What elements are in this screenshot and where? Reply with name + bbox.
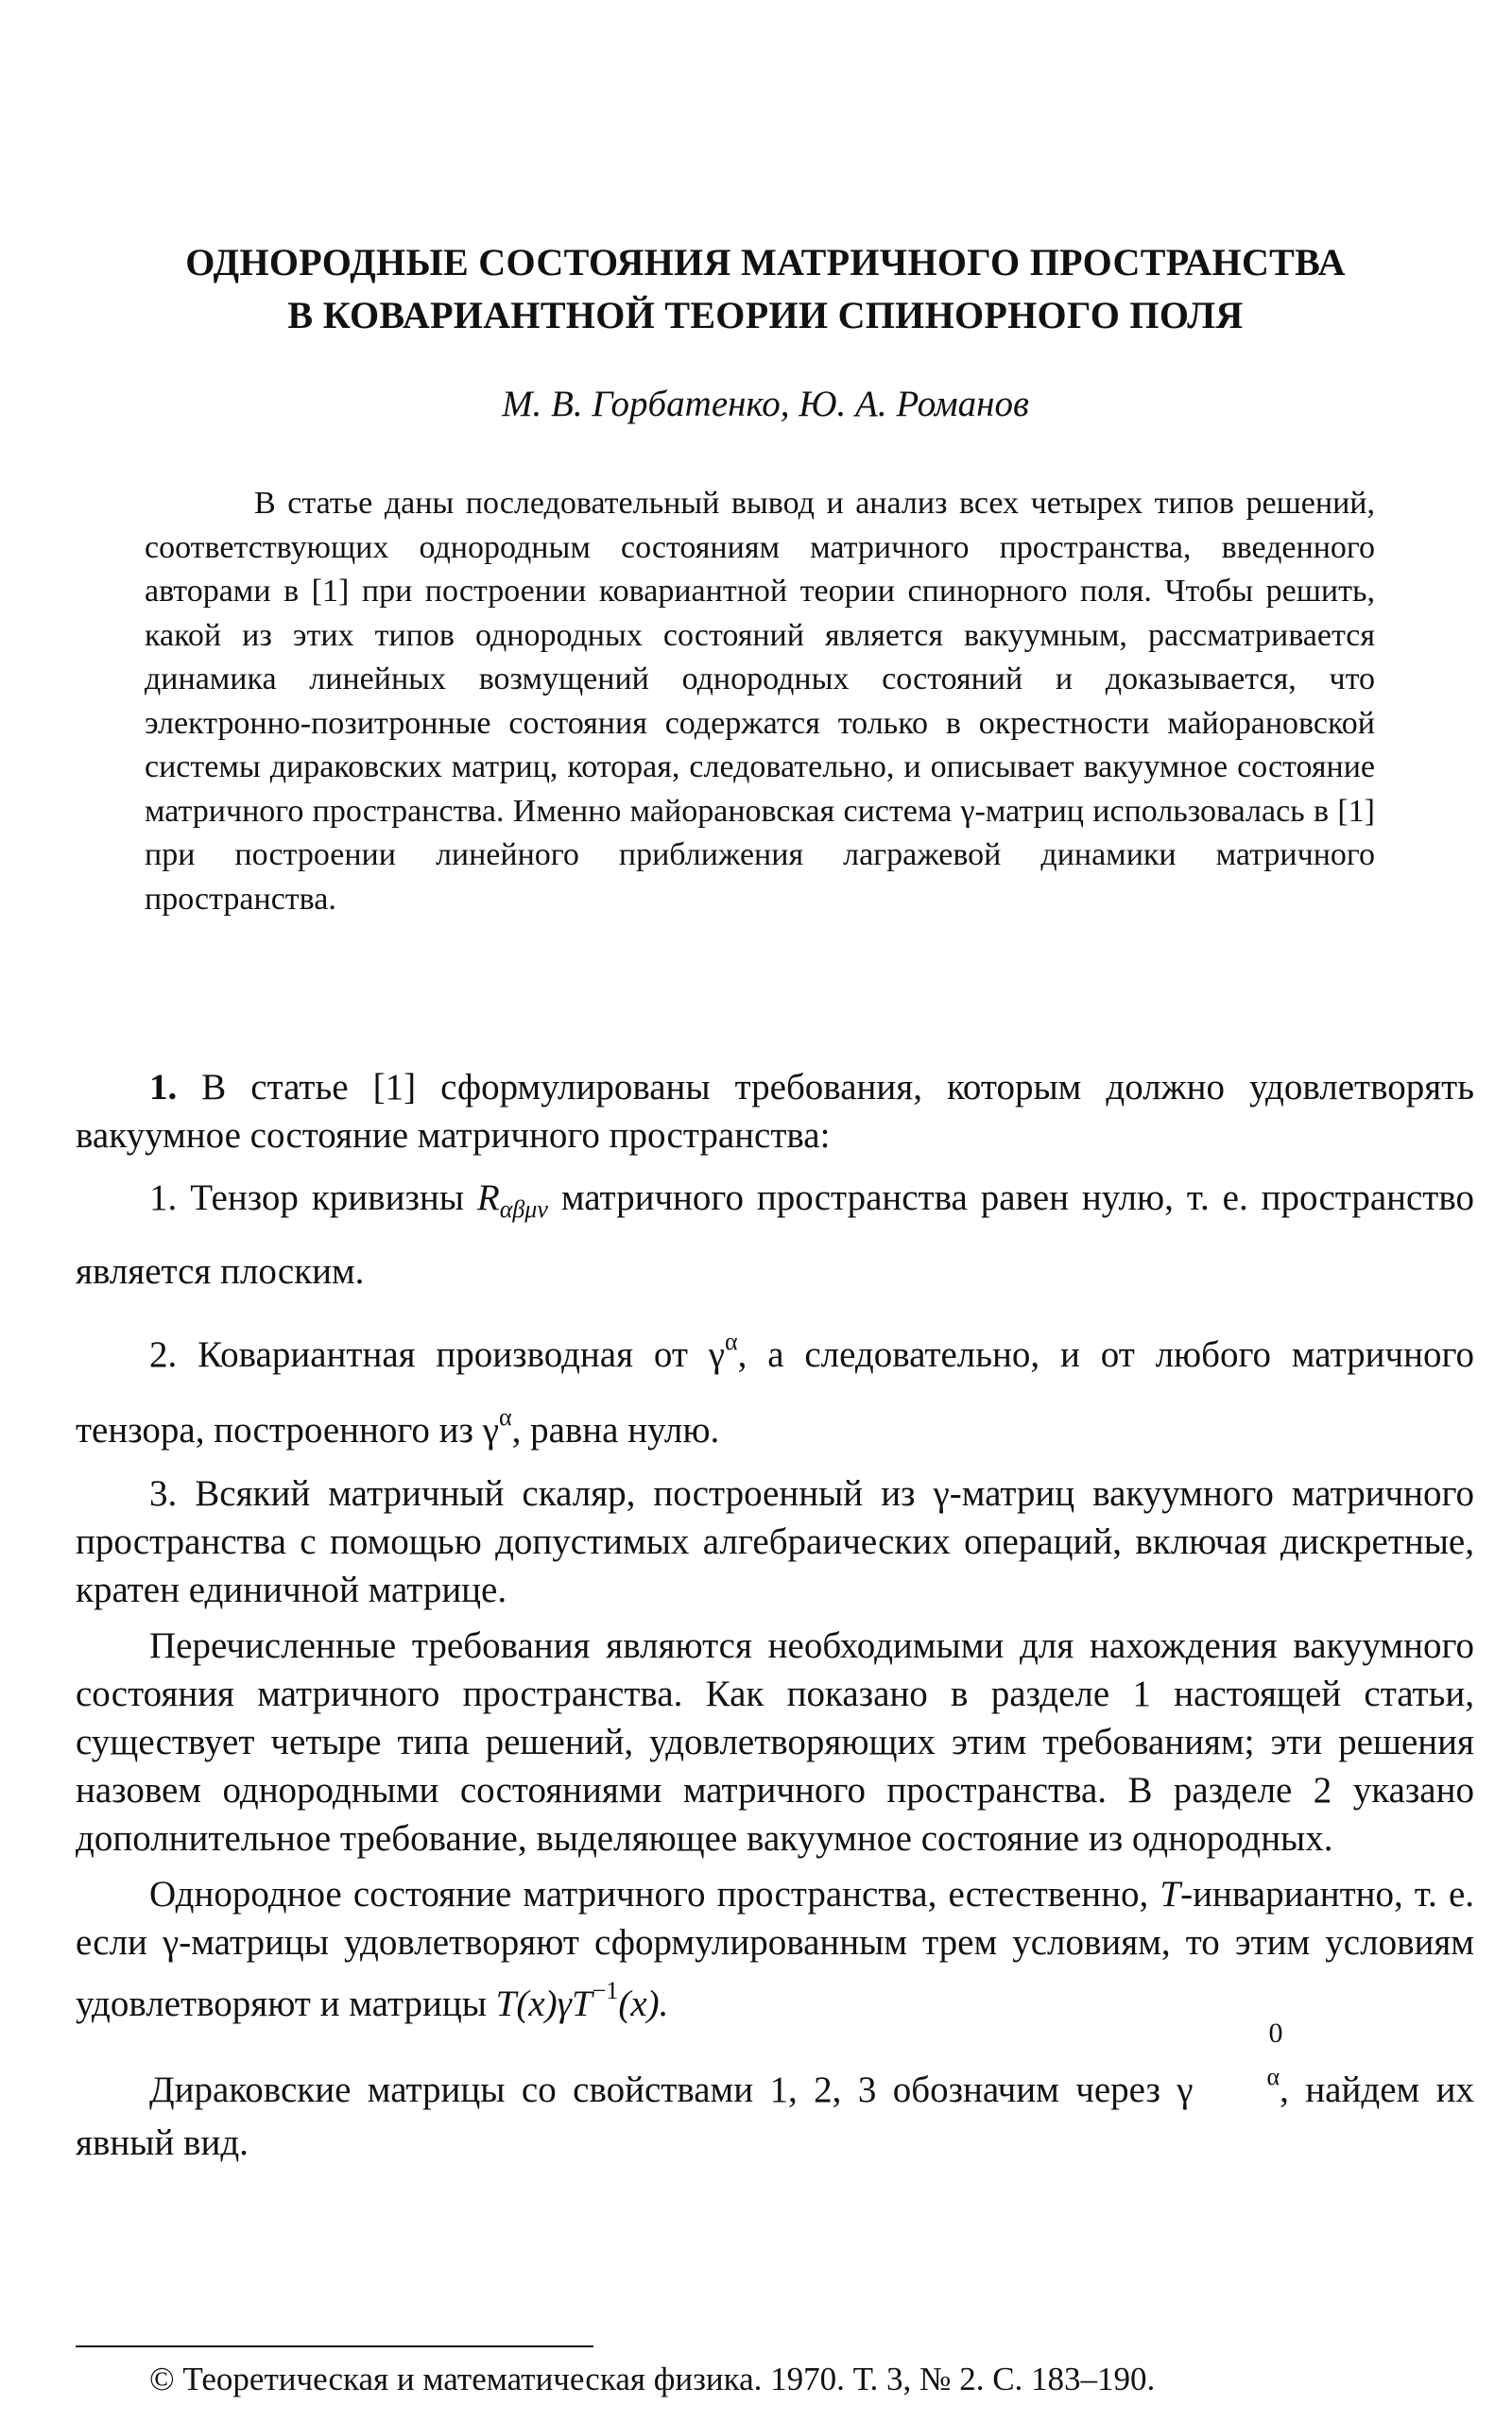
authors: М. В. Горбатенко, Ю. А. Романов [502, 384, 1029, 424]
footnote: © Теоретическая и математическая физика. 1970. Т. 3, № 2. С. 183–190. [149, 2361, 1156, 2397]
section-number: 1. [149, 1067, 178, 1108]
para2-text-a: Однородное состояние матричного пространства, естественно, [149, 1874, 1160, 1915]
req2-text-c: , равна нулю. [511, 1410, 720, 1451]
intro-text: В статье [1] сформулированы требования, которым должно удовлетворять вакуумное состояние матричного пространства: [76, 1067, 1474, 1156]
paragraph-2 [76, 1870, 1474, 2028]
req2-text-b: , а следовательно, и от любого матричного тензора, построенного из γ [76, 1334, 1474, 1451]
req1-text-b: матричного пространства равен нулю, т. е. пространство является плоским. [76, 1177, 1474, 1292]
req1-text-a: 1. Тензор кривизны [149, 1177, 477, 1218]
req2-sup-2: α [498, 1403, 512, 1431]
para3-text-a: Дираковские матрицы со свойствами 1, 2, 3 обозначим через γ [149, 2070, 1194, 2110]
zero-overscript: 0 [1268, 2018, 1283, 2049]
title-line-2: В КОВАРИАНТНОЙ ТЕОРИИ СПИНОРНОГО ПОЛЯ [287, 294, 1244, 336]
section-1 [76, 1063, 1474, 2177]
para2-text-b: -инвариантно, т. е. если γ-матрицы удовлетворяют сформулированным трем условиям, то этим условиям удовлетворяют и матрицы [76, 1874, 1475, 2024]
curvature-symbol: R [476, 1177, 500, 1218]
requirement-1 [76, 1167, 1474, 1303]
formula-end: (x). [618, 1984, 669, 2024]
paragraph-1: Перечисленные требования являются необходимыми для нахождения вакуумного состояния матричного пространства. Как показано в разделе 1 настоящей статьи, существует четыре типа решений, удовлетворяющих этим требованиям; эти решения назовем однородными состояниями матричного пространства. В разделе 2 указано дополнительное требование, выделяющее вакуумное состояние из однородных. [76, 1625, 1474, 1859]
abstract: В статье даны последовательный вывод и анализ всех четырех типов решений, соответствующих однородным состояниям матричного пространства, введенного авторами в [1] при построении ковариантной теории спинорного поля. Чтобы решить, какой из этих типов однородных состояний является вакуумным, рассматривается динамика линейных возмущений однородных состояний и доказывается, что электронно-позитронные состояния содержатся только в окрестности майорановской системы дираковских матриц, которая, следовательно, и описывает вакуумное состояние матричного пространства. Именно майорановская система γ-матриц использовалась в [1] при построении линейного приближения лагражевой динамики матричного пространства. [145, 486, 1375, 917]
para3-sup: α [1266, 2063, 1280, 2090]
para3-text-b: , найдем их явный вид. [76, 2070, 1474, 2163]
transform-formula: T(x)γT [495, 1984, 593, 2024]
t-symbol: T [1160, 1874, 1181, 1915]
gamma-zero-marker [1194, 2018, 1283, 2117]
requirement-2 [76, 1311, 1474, 1462]
paper-title [76, 236, 1455, 342]
requirement-3: 3. Всякий матричный скаляр, построенный из γ-матриц вакуумного матричного пространства с помощью допустимых алгебраических операций, включая дискретные, кратен единичной матрице. [76, 1473, 1474, 1610]
section-intro [76, 1063, 1474, 1159]
req2-sup: α [724, 1328, 738, 1355]
formula-inverse: −1 [592, 1977, 619, 2004]
title-line-1: ОДНОРОДНЫЕ СОСТОЯНИЯ МАТРИЧНОГО ПРОСТРАНСТВА [185, 241, 1346, 283]
footnote-rule [76, 2345, 593, 2347]
curvature-indices: αβμν [499, 1195, 548, 1223]
req2-text-a: 2. Ковариантная производная от γ [149, 1334, 725, 1375]
paragraph-3 [76, 2018, 1474, 2170]
